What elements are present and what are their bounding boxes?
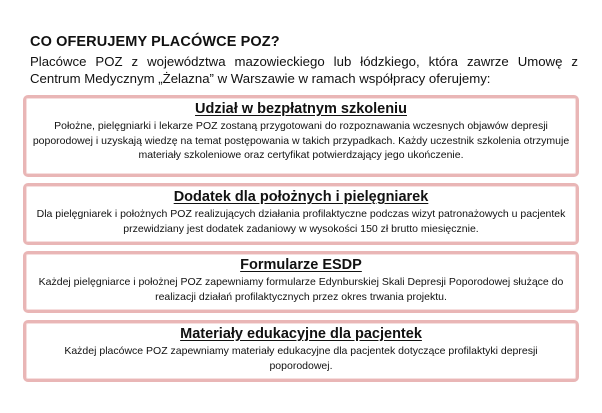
page-heading: CO OFERUJEMY PLACÓWCE POZ? xyxy=(30,34,280,50)
offer-card-educational-materials xyxy=(23,320,579,382)
offer-card-body: Dla pielęgniarek i położnych POZ realizujących działania profilaktyczne podczas wizyt patronażowych u pacjentek przewidziany jest dodatek zadaniowy w wysokości 150 zł brutto miesięcznie. xyxy=(36,208,566,235)
offer-card-title: Materiały edukacyjne dla pacjentek xyxy=(180,326,422,342)
offer-card-body: Położne, pielęgniarki i lekarze POZ zostaną przygotowani do rozpoznawania wczesnych objawów depresji poporodowej i uzyskają wiedzę na temat postępowania w takich przypadkach. Każdy uczestnik szkolenia otrzymuje materiały szkoleniowe oraz certyfikat potwierdzający jego ukończenie. xyxy=(32,120,570,162)
offer-card-title: Dodatek dla położnych i pielęgniarek xyxy=(173,189,429,205)
offer-card-esdp-forms xyxy=(23,251,579,313)
offer-card-title: Udział w bezpłatnym szkoleniu xyxy=(195,101,407,117)
offer-card-title: Formularze ESDP xyxy=(240,257,362,273)
offer-card-allowance xyxy=(23,183,579,245)
intro-paragraph: Placówce POZ z województwa mazowieckiego lub łódzkiego, która zawrze Umowę z Centrum Medycznym „Żelazna” w Warszawie w ramach współpracy oferujemy: xyxy=(30,54,578,86)
offer-card-body: Każdej pielęgniarce i położnej POZ zapewniamy formularze Edynburskiej Skali Depresji Poporodowej służące do realizacji działań profilaktycznych przez okres trwania projektu. xyxy=(38,276,564,303)
offer-card-body: Każdej placówce POZ zapewniamy materiały edukacyjne dla pacjentek dotyczące profilaktyki depresji poporodowej. xyxy=(64,345,538,372)
offer-card-training xyxy=(23,95,579,177)
